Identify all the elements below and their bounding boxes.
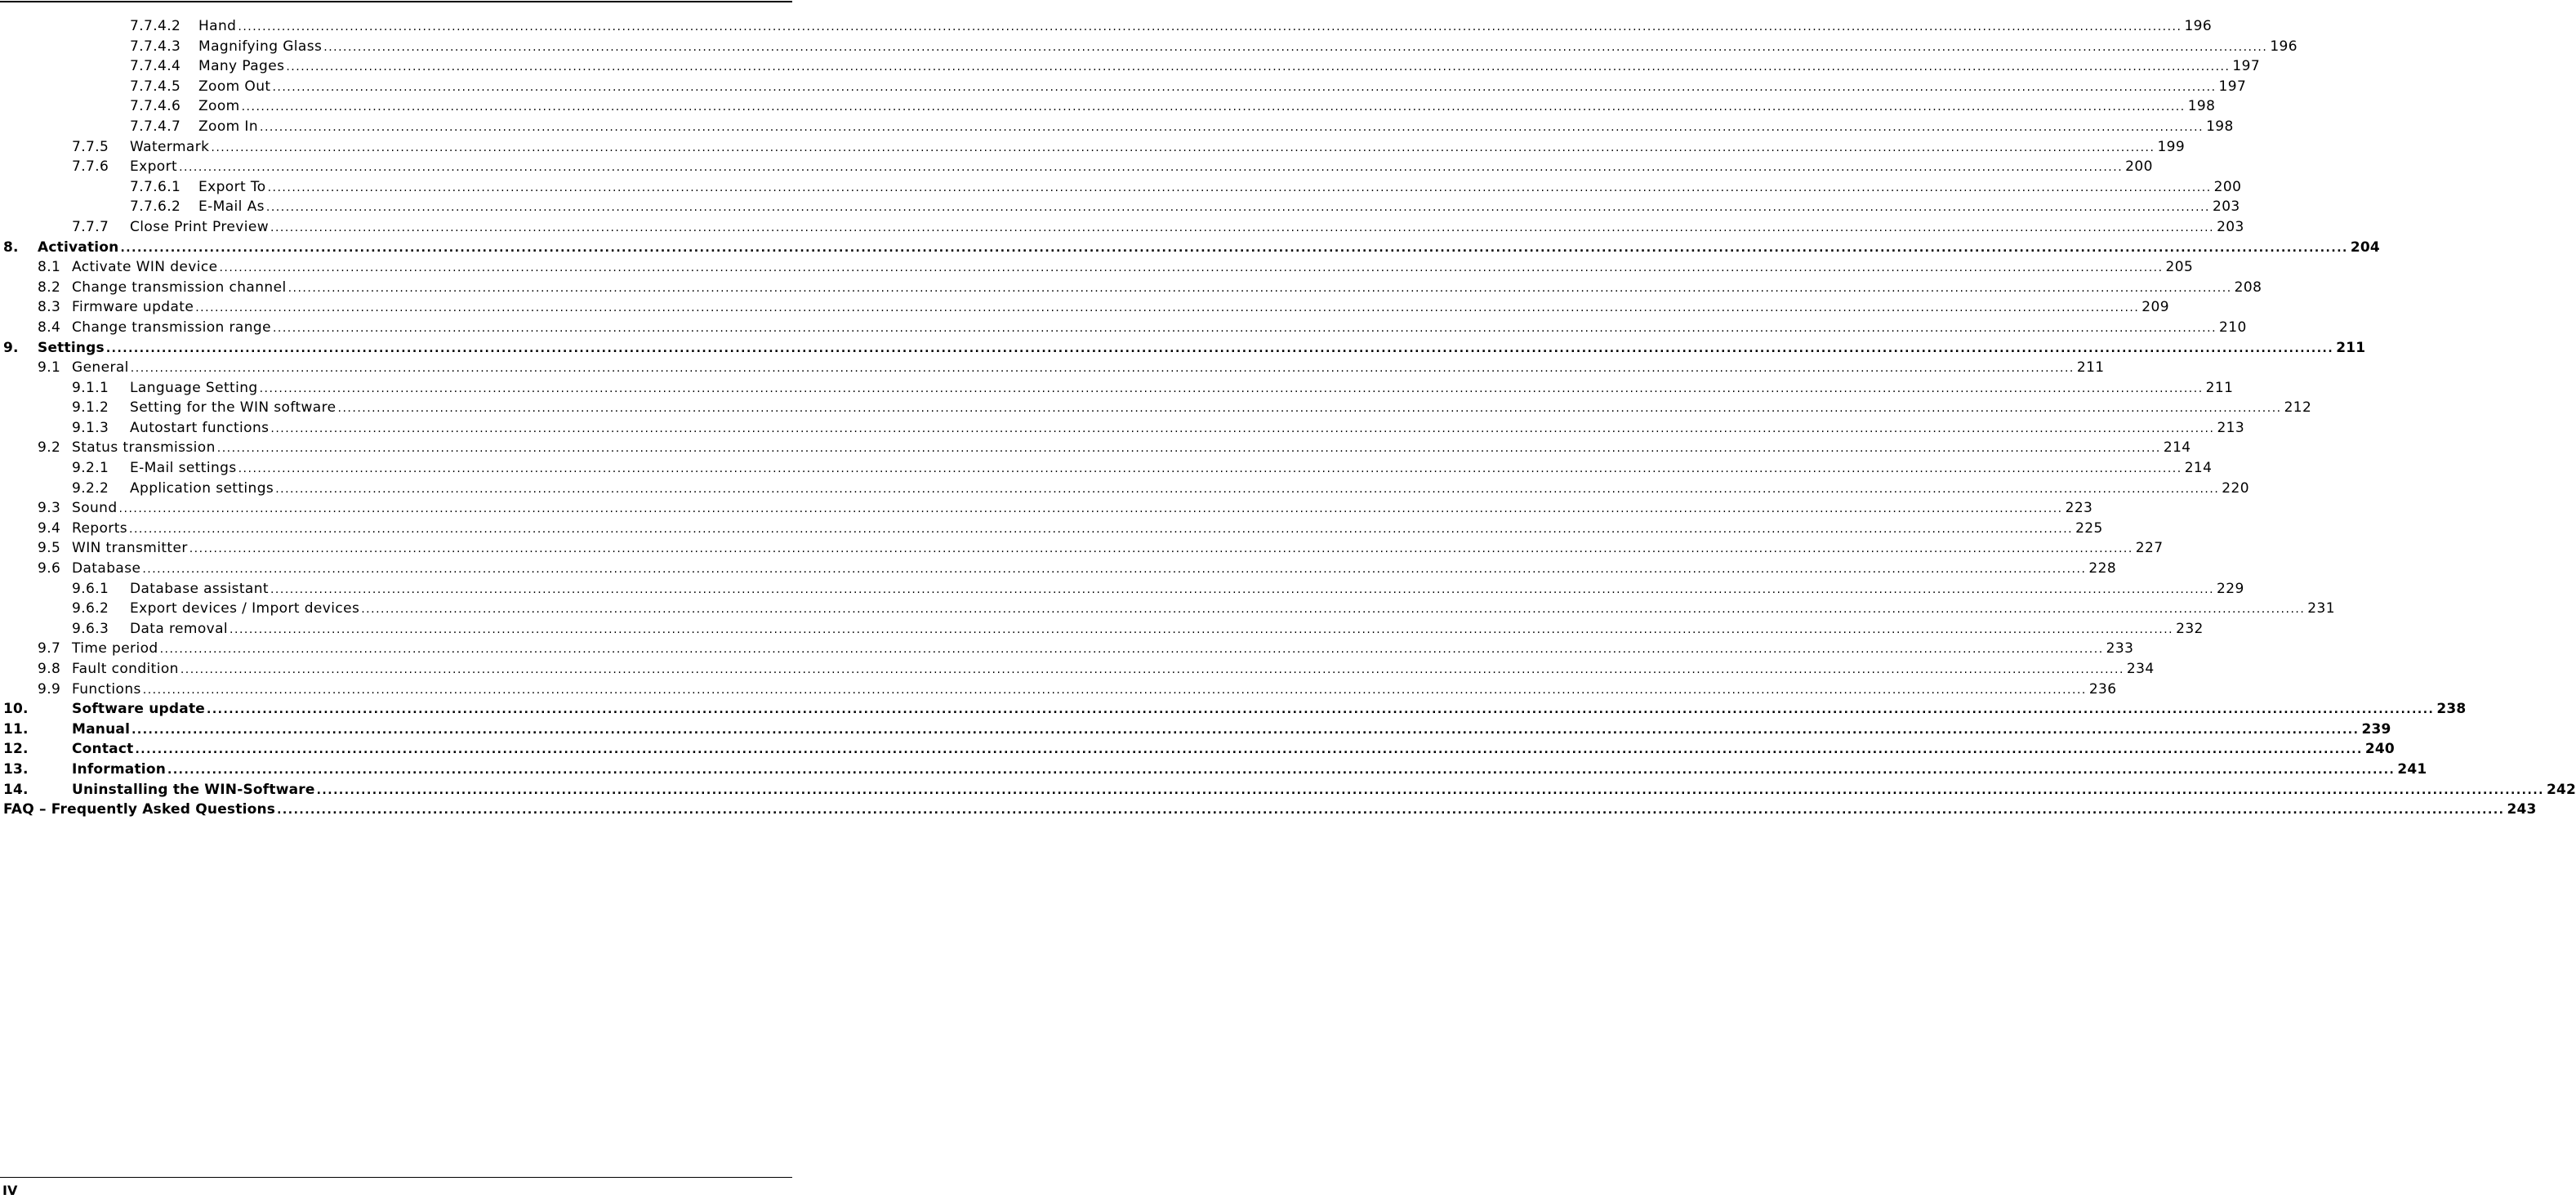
- toc-entry[interactable]: [0, 498, 2093, 519]
- dot-leader: ................................................................................................................................................................................................................................................................................................................................................................................................................: [238, 462, 2182, 476]
- toc-entry-number: 7.7.5: [72, 137, 109, 158]
- toc-entry-number: 13.: [3, 760, 29, 780]
- toc-entry-page: 211: [2204, 378, 2234, 399]
- toc-entry[interactable]: [0, 538, 2164, 559]
- toc-entry-number: 7.7.4.4: [130, 56, 180, 77]
- toc-entry[interactable]: [0, 559, 2117, 579]
- toc-entry-number: 8.4: [38, 318, 60, 338]
- toc-entry[interactable]: [0, 217, 2244, 238]
- toc-entry-title: Reports: [72, 519, 129, 539]
- toc-entry-page: 196: [2267, 37, 2297, 57]
- toc-entry-page: 214: [2161, 438, 2191, 458]
- toc-entry-title: Export: [130, 157, 179, 177]
- toc-entry-number: 9.1.2: [72, 398, 109, 418]
- toc-entry-page: 234: [2124, 659, 2155, 680]
- toc-entry-number: 9.6.3: [72, 619, 109, 640]
- toc-entry-page: 236: [2087, 680, 2117, 700]
- toc-entry-title: Activate WIN device: [72, 257, 219, 278]
- toc-entry[interactable]: [0, 720, 2391, 740]
- toc-entry[interactable]: [0, 137, 2186, 158]
- toc-entry-page: 200: [2123, 157, 2153, 177]
- toc-entry-number: 9.1.3: [72, 418, 109, 439]
- toc-entry-page: 209: [2139, 297, 2169, 318]
- toc-entry-page: 220: [2219, 479, 2249, 499]
- toc-entry-number: 9.3: [38, 498, 60, 519]
- toc-entry-title: Zoom In: [198, 117, 260, 137]
- dot-leader: ................................................................................................................................................................................................................................................................................................................................................................................................................: [130, 362, 2075, 376]
- toc-entry-page: 239: [2359, 720, 2391, 740]
- dot-leader: ................................................................................................................................................................................................................................................................................................................................................................................................................: [179, 161, 2124, 175]
- toc-entry[interactable]: [0, 238, 2380, 258]
- toc-entry[interactable]: [0, 800, 2537, 820]
- toc-entry[interactable]: [0, 739, 2395, 760]
- dot-leader: ................................................................................................................................................................................................................................................................................................................................................................................................................: [267, 181, 2212, 194]
- dot-leader: ................................................................................................................................................................................................................................................................................................................................................................................................................: [180, 663, 2124, 676]
- toc-entry-title: Activation: [38, 238, 120, 258]
- header-rule: [0, 1, 792, 2]
- toc-entry-page: 241: [2395, 760, 2427, 780]
- dot-leader: ................................................................................................................................................................................................................................................................................................................................................................................................................: [142, 683, 2087, 697]
- toc-entry-number: 12.: [3, 739, 29, 760]
- dot-leader: ................................................................................................................................................................................................................................................................................................................................................................................................................: [270, 582, 2215, 596]
- toc-entry-number: 9.7: [38, 639, 60, 659]
- toc-entry-number: 7.7.4.6: [130, 96, 180, 117]
- toc-entry-title: Settings: [38, 338, 106, 359]
- dot-leader: ................................................................................................................................................................................................................................................................................................................................................................................................................: [287, 281, 2232, 295]
- dot-leader: ................................................................................................................................................................................................................................................................................................................................................................................................................: [118, 502, 2063, 516]
- dot-leader: ................................................................................................................................................................................................................................................................................................................................................................................................................: [275, 482, 2220, 496]
- toc-entry-title: Magnifying Glass: [198, 37, 323, 57]
- toc-entry-title: WIN transmitter: [72, 538, 189, 559]
- toc-entry[interactable]: [0, 619, 2204, 640]
- toc-entry-page: 227: [2133, 538, 2164, 559]
- dot-leader: ................................................................................................................................................................................................................................................................................................................................................................................................................: [277, 804, 2505, 818]
- toc-entry-number: 9.1.1: [72, 378, 109, 399]
- toc-entry-page: 242: [2544, 780, 2576, 800]
- dot-leader: ................................................................................................................................................................................................................................................................................................................................................................................................................: [259, 381, 2204, 395]
- toc-entry[interactable]: [0, 699, 2467, 720]
- toc-entry[interactable]: [0, 117, 2234, 137]
- dot-leader: ................................................................................................................................................................................................................................................................................................................................................................................................................: [272, 80, 2217, 94]
- toc-entry-page: 223: [2063, 498, 2093, 519]
- toc-entry-title: Information: [72, 760, 167, 780]
- dot-leader: ................................................................................................................................................................................................................................................................................................................................................................................................................: [211, 140, 2155, 154]
- toc-entry-number: 7.7.6: [72, 157, 109, 177]
- toc-entry-number: 9.5: [38, 538, 60, 559]
- toc-entry-title: Close Print Preview: [130, 217, 270, 238]
- toc-entry-number: 9.9: [38, 680, 60, 700]
- dot-leader: ................................................................................................................................................................................................................................................................................................................................................................................................................: [135, 743, 2363, 757]
- toc-entry-page: 212: [2282, 398, 2312, 418]
- toc-entry[interactable]: [0, 680, 2117, 700]
- page-number: IV: [2, 1183, 18, 1198]
- toc-entry-title: Application settings: [130, 479, 275, 499]
- dot-leader: ................................................................................................................................................................................................................................................................................................................................................................................................................: [361, 603, 2306, 617]
- toc-entry-page: 211: [2075, 358, 2105, 378]
- toc-entry-number: 9.2.2: [72, 479, 109, 499]
- dot-leader: ................................................................................................................................................................................................................................................................................................................................................................................................................: [159, 643, 2104, 657]
- toc-entry[interactable]: [0, 479, 2249, 499]
- toc-entry-title: Uninstalling the WIN-Software: [72, 780, 317, 800]
- toc-entry-number: 7.7.4.5: [130, 77, 180, 97]
- toc-entry[interactable]: [0, 358, 2105, 378]
- toc-entry-page: 197: [2217, 77, 2247, 97]
- toc-entry-page: 196: [2182, 16, 2212, 37]
- toc-entry-title: Language Setting: [130, 378, 260, 399]
- toc-entry-title: Contact: [72, 739, 135, 760]
- toc-entry-page: 203: [2214, 217, 2244, 238]
- toc-entry-number: 9.1: [38, 358, 60, 378]
- toc-entry-number: 8.3: [38, 297, 60, 318]
- toc-entry[interactable]: [0, 378, 2234, 399]
- toc-entry-title: FAQ – Frequently Asked Questions: [3, 800, 277, 820]
- toc-entry-title: Zoom: [198, 96, 242, 117]
- toc-entry-page: 233: [2104, 639, 2134, 659]
- toc-entry-page: 198: [2204, 117, 2234, 137]
- toc-entry[interactable]: [0, 458, 2213, 479]
- toc-entry[interactable]: [0, 438, 2191, 458]
- dot-leader: ................................................................................................................................................................................................................................................................................................................................................................................................................: [142, 563, 2087, 577]
- toc-entry-number: 9.4: [38, 519, 60, 539]
- dot-leader: ................................................................................................................................................................................................................................................................................................................................................................................................................: [323, 40, 2268, 54]
- toc-entry-title: Functions: [72, 680, 143, 700]
- toc-entry[interactable]: [0, 37, 2297, 57]
- dot-leader: ................................................................................................................................................................................................................................................................................................................................................................................................................: [230, 622, 2174, 636]
- toc-entry[interactable]: [0, 16, 2213, 37]
- toc-entry-title: Export devices / Import devices: [130, 599, 361, 619]
- toc-entry-number: 9.2.1: [72, 458, 109, 479]
- toc-entry-number: 7.7.4.7: [130, 117, 180, 137]
- toc-entry-title: Export To: [198, 177, 268, 198]
- dot-leader: ................................................................................................................................................................................................................................................................................................................................................................................................................: [195, 301, 2140, 315]
- dot-leader: ................................................................................................................................................................................................................................................................................................................................................................................................................: [270, 421, 2215, 435]
- toc-entry-number: 7.7.7: [72, 217, 109, 238]
- toc-entry[interactable]: [0, 659, 2155, 680]
- toc-entry[interactable]: [0, 398, 2312, 418]
- dot-leader: ................................................................................................................................................................................................................................................................................................................................................................................................................: [265, 201, 2210, 215]
- toc-entry-title: Status transmission: [72, 438, 217, 458]
- toc-entry-title: Sound: [72, 498, 119, 519]
- toc-entry-number: 9.6.1: [72, 579, 109, 600]
- toc-entry-title: Zoom Out: [198, 77, 272, 97]
- toc-entry-number: 7.7.6.1: [130, 177, 180, 198]
- dot-leader: ................................................................................................................................................................................................................................................................................................................................................................................................................: [189, 542, 2133, 556]
- toc-entry-title: Database: [72, 559, 142, 579]
- toc-entry-number: 9.8: [38, 659, 60, 680]
- dot-leader: ................................................................................................................................................................................................................................................................................................................................................................................................................: [216, 442, 2161, 456]
- dot-leader: ................................................................................................................................................................................................................................................................................................................................................................................................................: [219, 261, 2164, 275]
- toc-entry[interactable]: [0, 318, 2247, 338]
- toc-entry-title: Autostart functions: [130, 418, 270, 439]
- toc-entry-page: 240: [2363, 739, 2395, 760]
- toc-entry-title: Fault condition: [72, 659, 180, 680]
- toc-entry-page: 208: [2232, 278, 2262, 298]
- dot-leader: ................................................................................................................................................................................................................................................................................................................................................................................................................: [129, 522, 2074, 536]
- toc-entry-page: 225: [2073, 519, 2103, 539]
- toc-entry-title: General: [72, 358, 131, 378]
- toc-entry[interactable]: [0, 418, 2245, 439]
- toc-entry-title: Software update: [72, 699, 207, 720]
- dot-leader: ................................................................................................................................................................................................................................................................................................................................................................................................................: [260, 120, 2204, 134]
- toc-entry-page: 232: [2173, 619, 2204, 640]
- toc-entry[interactable]: [0, 197, 2240, 217]
- toc-entry[interactable]: [0, 599, 2335, 619]
- dot-leader: ................................................................................................................................................................................................................................................................................................................................................................................................................: [238, 20, 2182, 33]
- dot-leader: ................................................................................................................................................................................................................................................................................................................................................................................................................: [105, 341, 2334, 355]
- toc-entry-page: 214: [2182, 458, 2213, 479]
- toc-entry[interactable]: [0, 77, 2247, 97]
- dot-leader: ................................................................................................................................................................................................................................................................................................................................................................................................................: [270, 221, 2215, 234]
- toc-entry-title: Watermark: [130, 137, 211, 158]
- toc-entry-page: 200: [2212, 177, 2242, 198]
- toc-entry-title: Firmware update: [72, 297, 195, 318]
- dot-leader: ................................................................................................................................................................................................................................................................................................................................................................................................................: [316, 783, 2544, 797]
- toc-entry-page: 231: [2305, 599, 2335, 619]
- toc-entry[interactable]: [0, 297, 2169, 318]
- toc-entry-page: 238: [2434, 699, 2466, 720]
- toc-entry-title: Database assistant: [130, 579, 270, 600]
- dot-leader: ................................................................................................................................................................................................................................................................................................................................................................................................................: [337, 402, 2282, 416]
- toc-entry-number: 9.6.2: [72, 599, 109, 619]
- toc-entry[interactable]: [0, 760, 2427, 780]
- toc-entry-number: 14.: [3, 780, 29, 800]
- dot-leader: ................................................................................................................................................................................................................................................................................................................................................................................................................: [286, 60, 2231, 74]
- toc-entry-number: 8.2: [38, 278, 60, 298]
- toc-entry[interactable]: [0, 519, 2103, 539]
- toc-entry[interactable]: [0, 56, 2261, 77]
- toc-entry[interactable]: [0, 96, 2216, 117]
- toc-entry[interactable]: [0, 338, 2366, 359]
- toc-entry-title: Hand: [198, 16, 238, 37]
- toc-entry-page: 197: [2230, 56, 2260, 77]
- toc-entry-title: Setting for the WIN software: [130, 398, 338, 418]
- toc-entry-number: 9.6: [38, 559, 60, 579]
- table-of-contents: [0, 16, 2576, 820]
- toc-entry-title: Manual: [72, 720, 131, 740]
- toc-entry[interactable]: [0, 177, 2242, 198]
- toc-entry-page: 203: [2210, 197, 2240, 217]
- toc-entry-page: 243: [2504, 800, 2536, 820]
- toc-entry-page: 198: [2186, 96, 2216, 117]
- toc-entry-number: 10.: [3, 699, 29, 720]
- toc-entry-page: 205: [2164, 257, 2194, 278]
- toc-entry-title: Change transmission range: [72, 318, 273, 338]
- toc-entry-title: Time period: [72, 639, 160, 659]
- toc-entry-page: 229: [2214, 579, 2244, 600]
- toc-entry-number: 9.2: [38, 438, 60, 458]
- toc-entry[interactable]: [0, 278, 2262, 298]
- toc-entry-title: Many Pages: [198, 56, 286, 77]
- toc-entry-page: 211: [2333, 338, 2365, 359]
- dot-leader: ................................................................................................................................................................................................................................................................................................................................................................................................................: [272, 321, 2217, 335]
- toc-entry[interactable]: [0, 257, 2194, 278]
- toc-entry-number: 11.: [3, 720, 29, 740]
- toc-entry-title: E-Mail As: [198, 197, 266, 217]
- dot-leader: ................................................................................................................................................................................................................................................................................................................................................................................................................: [241, 100, 2186, 114]
- toc-entry-title: Data removal: [130, 619, 230, 640]
- toc-entry[interactable]: [0, 780, 2576, 800]
- toc-entry-number: 8.: [3, 238, 19, 258]
- toc-entry-number: 7.7.4.2: [130, 16, 180, 37]
- toc-entry-page: 228: [2086, 559, 2116, 579]
- toc-entry-number: 9.: [3, 338, 19, 359]
- dot-leader: ................................................................................................................................................................................................................................................................................................................................................................................................................: [131, 723, 2360, 737]
- toc-entry-page: 204: [2348, 238, 2380, 258]
- toc-entry-title: Change transmission channel: [72, 278, 288, 298]
- toc-entry[interactable]: [0, 157, 2153, 177]
- footer-rule: [0, 1177, 792, 1178]
- toc-entry-page: 210: [2217, 318, 2247, 338]
- dot-leader: ................................................................................................................................................................................................................................................................................................................................................................................................................: [120, 241, 2348, 255]
- dot-leader: ................................................................................................................................................................................................................................................................................................................................................................................................................: [167, 763, 2396, 777]
- toc-entry[interactable]: [0, 579, 2244, 600]
- toc-entry-title: E-Mail settings: [130, 458, 238, 479]
- toc-entry-page: 213: [2214, 418, 2244, 439]
- toc-entry-number: 8.1: [38, 257, 60, 278]
- dot-leader: ................................................................................................................................................................................................................................................................................................................................................................................................................: [207, 703, 2435, 717]
- toc-entry-number: 7.7.6.2: [130, 197, 180, 217]
- toc-entry[interactable]: [0, 639, 2134, 659]
- toc-entry-page: 199: [2155, 137, 2185, 158]
- toc-entry-number: 7.7.4.3: [130, 37, 180, 57]
